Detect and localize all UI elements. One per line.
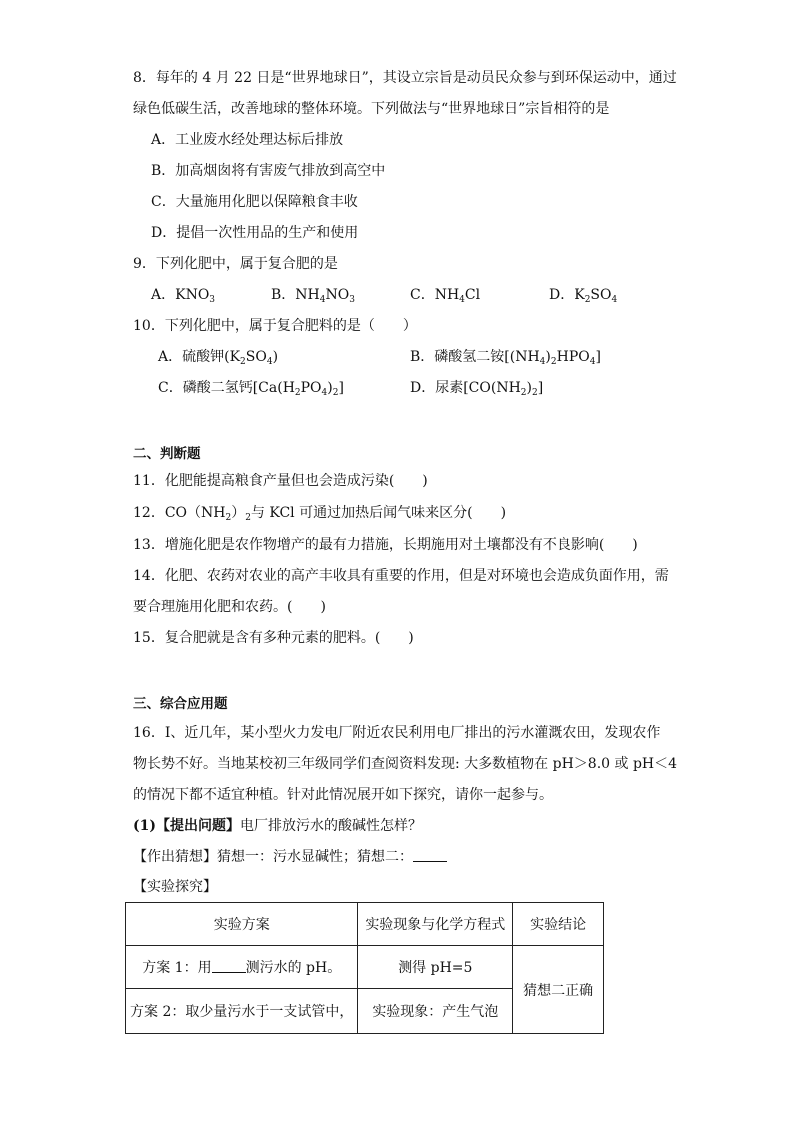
q10-stem: 10．下列化肥中，属于复合肥料的是（ ） <box>133 318 417 334</box>
q13: 13．增施化肥是农作物增产的最有力措施，长期施用对土壤都没有不良影响( ) <box>133 537 638 553</box>
table-cell-conclusion: 猜想二正确 <box>513 946 604 1034</box>
q16-explore-label: 【实验探究】 <box>133 879 217 895</box>
q8-option-c: C．大量施用化肥以保障粮食丰收 <box>151 194 358 210</box>
q16-line1: 16．Ⅰ、近几年，某小型火力发电厂附近农民利用电厂排出的污水灌溉农田，发现农作 <box>133 725 661 741</box>
table-cell-result1: 测得 pH=5 <box>358 946 513 989</box>
table-cell-result2: 实验现象：产生气泡 <box>358 989 513 1034</box>
plan1-blank[interactable] <box>212 958 246 973</box>
q10-option-c: C．磷酸二氢钙$[Ca(H_2PO_4)_2]$ <box>158 380 344 398</box>
plan1-suffix: 测污水的 pH。 <box>245 960 342 976</box>
q16-part1-text: 电厂排放污水的酸碱性怎样？ <box>240 818 422 834</box>
q14-line1: 14．化肥、农药对农业的高产丰收具有重要的作用，但是对环境也会造成负面作用，需 <box>133 568 669 584</box>
q16-line2: 物长势不好。当地某校初三年级同学们查阅资料发现: 大多数植物在 pH＞8.0 或 pH＜4 <box>133 756 678 772</box>
table-row <box>126 946 604 989</box>
q15: 15．复合肥就是含有多种元素的肥料。( ) <box>133 630 414 646</box>
table-header-plan: 实验方案 <box>126 903 358 946</box>
q9-option-a: A．$KNO_3$ <box>151 287 216 305</box>
q9-option-d: D．$K_2SO_4$ <box>549 287 618 305</box>
q12: 12．$CO(NH_2)_2$与 KCl 可通过加热后闻气味来区分( ) <box>133 505 507 523</box>
q9-option-c: C．$NH_4Cl$ <box>410 287 481 305</box>
q9-stem: 9．下列化肥中，属于复合肥的是 <box>133 256 338 272</box>
q16-guess <box>133 847 447 867</box>
section-application-title: 三、综合应用题 <box>133 696 228 712</box>
q16-guess-label: 【作出猜想】 <box>133 849 217 865</box>
q8-option-d: D．提倡一次性用品的生产和使用 <box>151 225 359 241</box>
table-header-conclusion: 实验结论 <box>513 903 604 946</box>
q10-option-b: B．磷酸氢二铵$[(NH_4)_2HPO_4]$ <box>410 349 601 367</box>
table-cell-plan2: 方案 2：取少量污水于一支试管中， <box>126 989 358 1034</box>
q8-option-a: A．工业废水经处理达标后排放 <box>151 132 344 148</box>
q10-option-d: D．尿素$[CO(NH_2)_2]$ <box>410 380 544 398</box>
q11: 11．化肥能提高粮食产量但也会造成污染( ) <box>133 473 428 489</box>
plan1-prefix: 方案 1：用 <box>142 960 212 976</box>
q16-line3: 的情况下都不适宜种植。针对此情况展开如下探究，请你一起参与。 <box>133 787 553 803</box>
q16-part1-label: (1)【提出问题】 <box>133 818 240 834</box>
q14-line2: 要合理施用化肥和农药。( ) <box>133 599 326 615</box>
section-judgment-title: 二、判断题 <box>133 446 201 462</box>
q16-guess-text: 猜想一：污水显碱性；猜想二： <box>217 849 413 865</box>
table-header-result: 实验现象与化学方程式 <box>358 903 513 946</box>
q9-option-b: B．$NH_4NO_3$ <box>271 287 355 305</box>
q8-line1: 8．每年的 4 月 22 日是“世界地球日”，其设立宗旨是动员民众参与到环保运动中，通过 <box>133 70 677 86</box>
table-header-row <box>126 903 604 946</box>
answer-blank[interactable] <box>413 847 447 862</box>
q10-option-a: A．硫酸钾$(K_2SO_4)$ <box>158 349 279 367</box>
experiment-table <box>125 902 604 1034</box>
table-cell-plan1 <box>126 946 358 989</box>
q16-part1 <box>133 816 422 836</box>
q8-option-b: B．加高烟囱将有害废气排放到高空中 <box>151 163 386 179</box>
q8-line2: 绿色低碳生活，改善地球的整体环境。下列做法与“世界地球日”宗旨相符的是 <box>133 101 610 117</box>
